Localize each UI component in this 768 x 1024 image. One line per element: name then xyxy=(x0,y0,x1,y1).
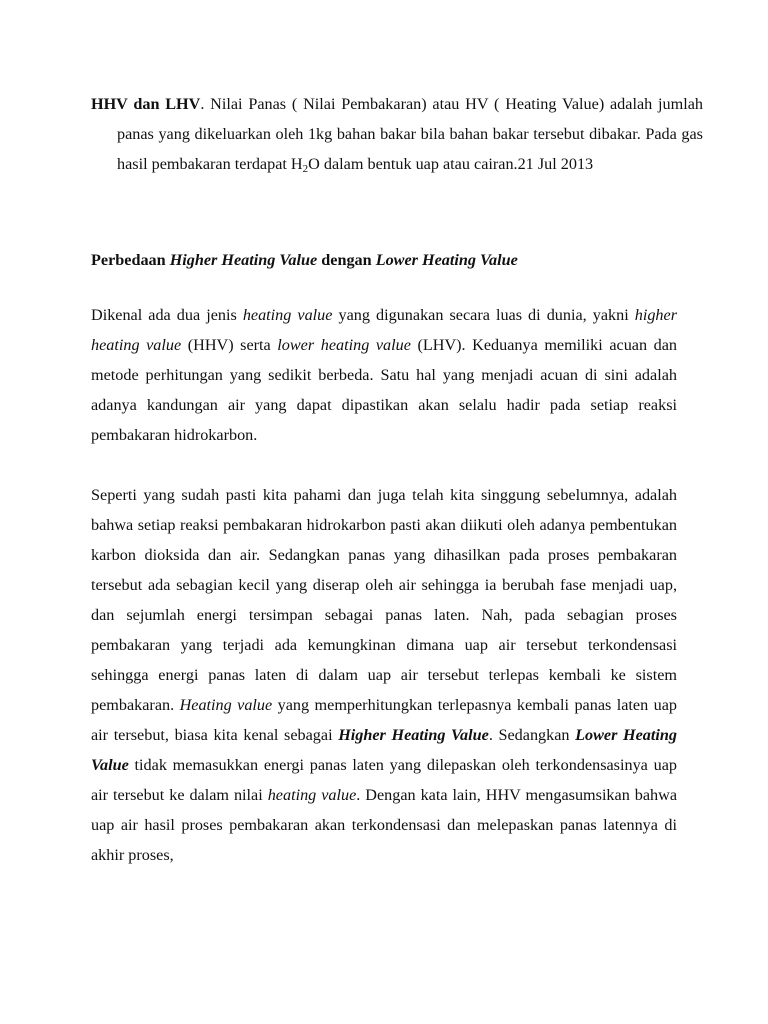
heading-lower-heating-value: Lower Heating Value xyxy=(375,251,518,269)
heading-higher-heating-value: Higher Heating Value xyxy=(169,251,318,269)
definition-text: . Nilai Panas ( Nilai Pembakaran) atau HV ( Heating Value) adalah jumlah panas yang dikeluarkan oleh 1kg bahan bakar bila bahan bakar tersebut dibakar. Pada gas hasil pembakaran terdapat H xyxy=(117,95,703,173)
heading-word-dengan: dengan xyxy=(317,251,376,269)
text-segment: . Dengan kata lain, HHV mengasumsikan bahwa uap air hasil proses pembakaran akan terkondensasi dan melepaskan panas latennya di akhir proses, xyxy=(91,786,678,864)
text-segment: Dikenal ada dua jenis xyxy=(91,306,243,324)
text-segment: tidak memasukkan energi panas laten yang dilepaskan oleh terkondensasinya uap air tersebut ke dalam nilai xyxy=(91,756,677,804)
subscript-2: 2 xyxy=(302,163,309,175)
text-segment: yang memperhitungkan terlepasnya kembali panas laten uap air tersebut, biasa kita kenal sebagai xyxy=(91,696,677,744)
heading-word-perbedaan: Perbedaan xyxy=(91,251,170,269)
bold-italic-higher-heating-value: Higher Heating Value xyxy=(338,726,489,744)
paragraph-two-types xyxy=(91,300,677,450)
italic-heating-value: heating value xyxy=(267,786,357,804)
bold-italic-lower-heating-value: Lower Heating Value xyxy=(91,726,677,774)
italic-heating-value: heating value xyxy=(242,306,333,324)
paragraph-hhv-lhv-definition xyxy=(91,89,703,179)
italic-lower-heating-value: lower heating value xyxy=(277,336,411,354)
text-segment: (LHV). Keduanya memiliki acuan dan metode perhitungan yang sedikit berbeda. Satu hal yang menjadi acuan di sini adalah adanya kandungan air yang dapat dipastikan akan selalu hadir pada setiap reaksi pembakaran hidrokarbon. xyxy=(91,336,678,444)
definition-text-end: O dalam bentuk uap atau cairan.21 Jul 2013 xyxy=(308,155,594,173)
paragraph-latent-heat xyxy=(91,480,677,870)
italic-higher-heating-value: higher heating value xyxy=(91,306,678,354)
text-segment: Seperti yang sudah pasti kita pahami dan juga telah kita singgung sebelumnya, adalah bahwa setiap reaksi pembakaran hidrokarbon pasti akan diikuti oleh adanya pembentukan karbon dioksida dan air. Sedangkan panas yang dihasilkan pada proses pembakaran tersebut ada sebagian kecil yang diserap oleh air sehingga ia berubah fase menjadi uap, dan sejumlah energi tersimpan sebagai panas laten. Nah, pada sebagian proses pembakaran yang terjadi ada kemungkinan dimana uap air tersebut terkondensasi sehingga energi panas laten di dalam uap air tersebut terlepas kembali ke sistem pembakaran. xyxy=(91,486,677,714)
text-segment: yang digunakan secara luas di dunia, yakni xyxy=(332,306,635,324)
text-segment: . Sedangkan xyxy=(488,726,576,744)
text-segment: (HHV) serta xyxy=(181,336,278,354)
section-heading xyxy=(91,245,677,275)
term-hhv-lhv: HHV dan LHV xyxy=(91,95,201,113)
italic-heating-value: Heating value xyxy=(179,696,273,714)
